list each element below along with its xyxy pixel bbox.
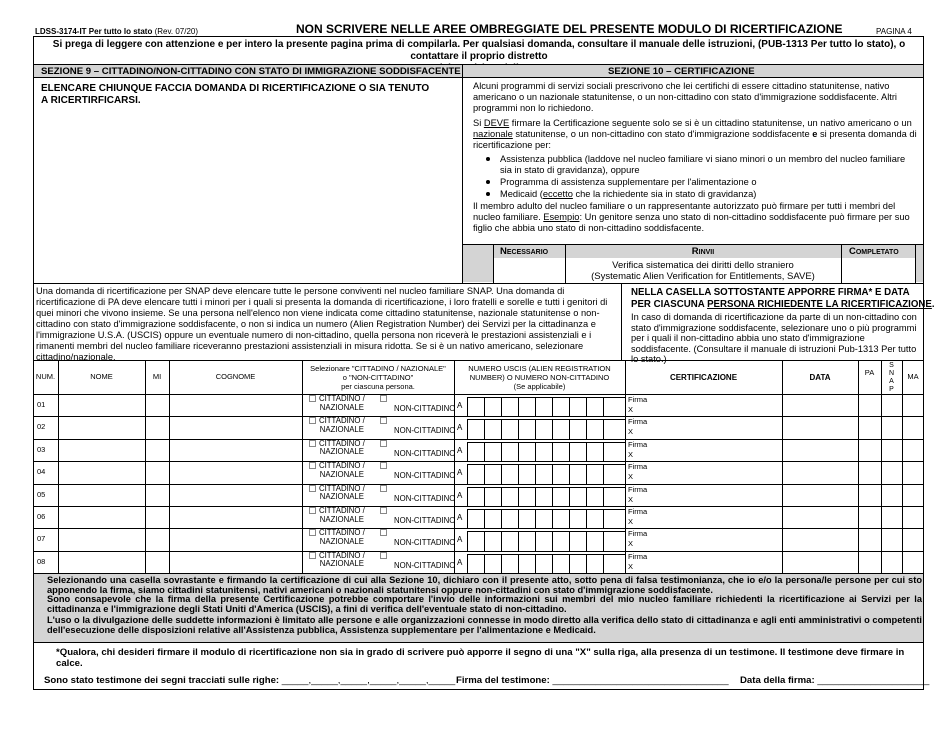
- alien-number-digit[interactable]: [552, 442, 569, 461]
- col-num: NUM.: [35, 372, 56, 381]
- alien-number-digit[interactable]: [569, 554, 586, 573]
- col-snap-letter: N: [888, 370, 895, 377]
- signature-label: Firma: [628, 484, 648, 494]
- date-field[interactable]: [782, 506, 858, 528]
- snap-checkbox[interactable]: [881, 394, 902, 416]
- non-citizen-checkbox[interactable]: [380, 462, 387, 469]
- date-field[interactable]: [782, 394, 858, 416]
- non-citizen-label: NON-CITTADINO: [394, 404, 456, 413]
- alien-number-digit[interactable]: [569, 464, 586, 483]
- alien-number-digit[interactable]: [586, 554, 603, 573]
- alien-number-digit[interactable]: [501, 442, 518, 461]
- col-select-3: per ciascuna persona.: [341, 382, 415, 391]
- col-cognome: COGNOME: [215, 372, 256, 381]
- signature-date-field[interactable]: _____________________: [817, 675, 930, 686]
- col-completato: Completato: [849, 246, 899, 257]
- snap-checkbox[interactable]: [881, 506, 902, 528]
- nome-field[interactable]: [58, 394, 145, 416]
- citizen-checkbox[interactable]: [309, 485, 316, 492]
- alien-number-digit[interactable]: [501, 397, 518, 416]
- pa-checkbox[interactable]: [858, 484, 881, 506]
- col-snap-letter: S: [889, 362, 894, 369]
- citizen-national-option[interactable]: CITTADINO / NAZIONALE: [309, 440, 365, 457]
- alien-number-digit[interactable]: [552, 419, 569, 438]
- snap-checkbox[interactable]: [881, 528, 902, 550]
- signature-field[interactable]: [628, 507, 647, 527]
- alien-number-digit[interactable]: [569, 487, 586, 506]
- signature-label: Firma: [628, 395, 648, 404]
- alien-number-prefix: A: [457, 423, 463, 433]
- pa-checkbox[interactable]: [858, 506, 881, 528]
- citizen-checkbox[interactable]: [309, 552, 316, 559]
- signature-field[interactable]: [628, 417, 647, 437]
- witness-signature: Firma del testimone: _________________________________: [456, 675, 729, 686]
- col-snap-letter: P: [889, 386, 894, 393]
- save-reference: Verifica sistematica dei diritti dello straniero (Systematic Alien Verification for Entitlements, SAVE): [591, 260, 815, 282]
- nome-field[interactable]: [58, 416, 145, 438]
- signature-label: Firma: [628, 462, 648, 472]
- nome-field[interactable]: [58, 461, 145, 483]
- alien-number-digit[interactable]: [518, 554, 535, 573]
- signature-field[interactable]: [628, 462, 647, 482]
- pa-checkbox[interactable]: [858, 461, 881, 483]
- alien-number-digit[interactable]: [484, 487, 501, 506]
- alien-number-digit[interactable]: [518, 531, 535, 550]
- row-number: 05: [37, 489, 46, 499]
- alien-number-digit[interactable]: [569, 397, 586, 416]
- alien-number-digit[interactable]: [603, 509, 620, 528]
- alien-number-digit[interactable]: [569, 419, 586, 438]
- alien-number-digit[interactable]: [586, 464, 603, 483]
- ma-checkbox[interactable]: [902, 551, 924, 573]
- snap-checkbox[interactable]: [881, 416, 902, 438]
- row-number: 02: [37, 422, 46, 432]
- alien-number-digit[interactable]: [552, 464, 569, 483]
- ma-checkbox[interactable]: [902, 528, 924, 550]
- col-ma: MA: [907, 372, 919, 381]
- signature-field[interactable]: [628, 440, 647, 460]
- col-uscis-3: (Se applicabile): [513, 382, 566, 391]
- col-select-1: Selezionare "CITTADINO / NAZIONALE": [310, 364, 446, 373]
- non-citizen-checkbox[interactable]: [380, 395, 387, 402]
- col-data: DATA: [809, 373, 831, 382]
- citizen-checkbox[interactable]: [309, 507, 316, 514]
- sign-box-title: NELLA CASELLA SOTTOSTANTE APPORRE FIRMA* E DATA PER CIASCUNA PERSONA RICHIEDENTE LA RICERTIFICAZIONE.: [631, 287, 935, 310]
- nome-field[interactable]: [58, 484, 145, 506]
- alien-number-digit[interactable]: [518, 464, 535, 483]
- shaded-area-notice: NON SCRIVERE NELLE AREE OMBREGGIATE DEL PRESENTE MODULO DI RICERTIFICAZIONE: [296, 22, 843, 36]
- mi-field[interactable]: [145, 461, 169, 483]
- cognome-field[interactable]: [169, 506, 302, 528]
- alien-number-digit[interactable]: [603, 554, 620, 573]
- signature-x-mark: X: [628, 561, 634, 571]
- alien-number-digit[interactable]: [603, 442, 620, 461]
- alien-number-prefix: A: [457, 490, 463, 500]
- bullet-public-assistance: Assistenza pubblica (laddove nel nucleo familiare vi siano minori o un membro del nucleo familiare sia in stato di gravidanza), oppure: [473, 154, 919, 176]
- date-field[interactable]: [782, 484, 858, 506]
- alien-number-digit[interactable]: [535, 442, 552, 461]
- col-mi: MI: [152, 372, 162, 381]
- alien-number-digit[interactable]: [484, 464, 501, 483]
- alien-number-digit[interactable]: [501, 464, 518, 483]
- section9-instruction: ELENCARE CHIUNQUE FACCIA DOMANDA DI RICERTIFICAZIONE O SIA TENUTO A RICERTIRFICARSI.: [41, 83, 430, 106]
- cognome-field[interactable]: [169, 528, 302, 550]
- signature-label: Firma: [628, 507, 648, 516]
- citizen-national-option[interactable]: CITTADINO / NAZIONALE: [309, 552, 365, 569]
- alien-number-digit[interactable]: [518, 509, 535, 528]
- witness-marks-field[interactable]: _____,_____,_____,_____,_____,_____: [281, 675, 456, 686]
- non-citizen-checkbox[interactable]: [380, 417, 387, 424]
- signature-date: Data della firma: _____________________: [740, 675, 930, 686]
- signature-x-mark: X: [628, 494, 634, 504]
- row-number: 08: [37, 556, 46, 566]
- declaration: Selezionando una casella sovrastante e firmando la certificazione di cui alla Sezione 10, dichiaro con il presente atto, sotto pena di falsa testimonianza, che io e/o la persona/le persone per cui sto apponendo la firma, siamo cittadini statunitensi, nativi americani o nazionali statunitensi oppure non-cittadini con stato d'immigrazione soddisfacente. Sono consapevole che la firma della presente Certificazione potrebbe comportare l'invio delle informazioni sui membri del mio nucleo familiare richiedenti la ricertificazione ai Servizi per la cittadinanza e l'immigrazione degli Stati Uniti d'America (USCIS), a fini di verifica dell'eventuale stato di non-cittadino. L'uso o la divulgazione delle suddette informazioni è limitato alle persone e alle organizzazioni connesse in modo diretto alla verifica dello stato di cittadinanza e agli enti amministrativi o competenti dell'esecuzione delle disposizioni relative all'Assistenza pubblica, Assistenza supplementare per l'alimentazione e Medicaid.: [47, 575, 922, 635]
- citizen-national-option[interactable]: CITTADINO / NAZIONALE: [309, 507, 365, 524]
- alien-number-digit[interactable]: [484, 509, 501, 528]
- pa-checkbox[interactable]: [858, 528, 881, 550]
- pa-checkbox[interactable]: [858, 394, 881, 416]
- col-select-2: o "NON-CITTADINO": [342, 373, 414, 382]
- alien-number-digit[interactable]: [535, 419, 552, 438]
- citizen-checkbox[interactable]: [309, 395, 316, 402]
- citizen-checkbox[interactable]: [309, 529, 316, 536]
- citizen-national-option[interactable]: CITTADINO / NAZIONALE: [309, 462, 365, 479]
- nome-field[interactable]: [58, 528, 145, 550]
- alien-number-digit[interactable]: [467, 531, 484, 550]
- alien-number-digit[interactable]: [586, 509, 603, 528]
- form-code: LDSS-3174-IT Per tutto lo stato (Rev. 07/20): [35, 27, 199, 36]
- col-necessario: Necessario: [500, 246, 549, 257]
- alien-number-digit[interactable]: [484, 419, 501, 438]
- alien-number-digit[interactable]: [467, 464, 484, 483]
- intro-text: Si prega di leggere con attenzione e per intero la presente pagina prima di compilarla. Per qualsiasi domanda, consultare il manuale delle istruzioni, (PUB-1313 Per tutto lo stato), o contattare il proprio distretto: [52, 39, 906, 62]
- signature-label: Firma: [628, 529, 648, 539]
- non-citizen-checkbox[interactable]: [380, 529, 387, 536]
- ma-checkbox[interactable]: [902, 394, 924, 416]
- alien-number-digit[interactable]: [518, 442, 535, 461]
- alien-number-digit[interactable]: [569, 509, 586, 528]
- citizen-checkbox[interactable]: [309, 417, 316, 424]
- signature-x-mark: X: [628, 517, 634, 526]
- col-nome: NOME: [90, 372, 113, 381]
- alien-number-digit[interactable]: [467, 509, 484, 528]
- citizen-checkbox[interactable]: [309, 462, 316, 469]
- alien-number-digit[interactable]: [552, 554, 569, 573]
- alien-number-digit[interactable]: [535, 397, 552, 416]
- signature-field[interactable]: [628, 485, 647, 505]
- ma-checkbox[interactable]: [902, 484, 924, 506]
- signature-field[interactable]: [628, 529, 647, 549]
- section9-title: SEZIONE 9 – CITTADINO/NON-CITTADINO CON STATO DI IMMIGRAZIONE SODDISFACENTE: [41, 66, 461, 77]
- citizen-national-option[interactable]: CITTADINO / NAZIONALE: [309, 395, 365, 412]
- pa-checkbox[interactable]: [858, 551, 881, 573]
- alien-number-digit[interactable]: [501, 419, 518, 438]
- alien-number-digit[interactable]: [484, 442, 501, 461]
- section10-body: Alcuni programmi di servizi sociali prescrivono che lei certifichi di essere cittadino statunitense, nativo americano o un nazionale statunitense, o un non-cittadino con stato d'immigrazione soddisfacente. Altri programmi non lo richiedono. Si DEVE firmare la Certificazione seguente solo se si è un cittadino statunitense, un nativo americano o un nazionale statunitense, o un non-cittadino con stato d'immigrazione soddisfacente e si presenta domanda di ricertificazione per: Assistenza pubblica (laddove nel nucleo familiare vi siano minori o un membro del nucleo familiare sia in stato di gravidanza), oppure Programma di assistenza supplementare per l'alimentazione o Medicaid (eccetto che la richiedente sia in stato di gravidanza) Il membro adulto del nucleo familiare o un rappresentante autorizzato può firmare per tutti i membri del nucleo familiare. Esempio: Un genitore senza uno stato di non-cittadino soddisfacente può firmare per suo figlio che abbia uno stato di non-cittadino soddisfacente.: [473, 81, 919, 234]
- row-number: 01: [37, 400, 46, 409]
- citizen-national-option[interactable]: CITTADINO / NAZIONALE: [309, 529, 365, 546]
- date-field[interactable]: [782, 551, 858, 573]
- alien-number-prefix: A: [457, 535, 463, 545]
- date-field[interactable]: [782, 461, 858, 483]
- alien-number-digit[interactable]: [586, 442, 603, 461]
- row-number: 06: [37, 512, 46, 521]
- alien-number-digit[interactable]: [501, 487, 518, 506]
- witness-note: *Qualora, chi desideri firmare il modulo di ricertificazione non sia in grado di scrivere può apporre il segno di una "X" sulla riga, alla presenza di un testimone. Il testimone deve firmare in calce.: [56, 647, 905, 670]
- non-citizen-checkbox[interactable]: [380, 507, 387, 514]
- mi-field[interactable]: [145, 551, 169, 573]
- alien-number-digit[interactable]: [603, 419, 620, 438]
- non-citizen-checkbox[interactable]: [380, 485, 387, 492]
- witness-row: Sono stato testimone dei segni tracciati sulle righe: _____,_____,_____,_____,_____,_____: [44, 675, 456, 686]
- col-pa: PA: [864, 368, 875, 377]
- non-citizen-checkbox[interactable]: [380, 440, 387, 447]
- snap-checkbox[interactable]: [881, 551, 902, 573]
- alien-number-digit[interactable]: [467, 419, 484, 438]
- nome-field[interactable]: [58, 551, 145, 573]
- nome-field[interactable]: [58, 506, 145, 528]
- alien-number-digit[interactable]: [535, 509, 552, 528]
- ma-checkbox[interactable]: [902, 439, 924, 461]
- snap-checkbox[interactable]: [881, 461, 902, 483]
- citizen-national-option[interactable]: CITTADINO / NAZIONALE: [309, 417, 365, 434]
- mi-field[interactable]: [145, 439, 169, 461]
- col-snap-letter: A: [889, 378, 894, 385]
- row-number: 04: [37, 467, 46, 477]
- row-number: 07: [37, 534, 46, 544]
- alien-number-prefix: A: [457, 401, 463, 410]
- cognome-field[interactable]: [169, 484, 302, 506]
- pa-checkbox[interactable]: [858, 416, 881, 438]
- witness-signature-field[interactable]: _________________________________: [552, 675, 729, 686]
- non-citizen-label: NON-CITTADINO: [394, 516, 456, 525]
- signature-x-mark: X: [628, 449, 634, 459]
- non-citizen-label: NON-CITTADINO: [394, 471, 456, 481]
- alien-number-prefix: A: [457, 557, 463, 567]
- mi-field[interactable]: [145, 506, 169, 528]
- snap-checkbox[interactable]: [881, 439, 902, 461]
- col-rinvii: Rinvii: [691, 246, 715, 257]
- cognome-field[interactable]: [169, 394, 302, 416]
- non-citizen-checkbox[interactable]: [380, 552, 387, 559]
- alien-number-digit[interactable]: [518, 487, 535, 506]
- alien-number-digit[interactable]: [552, 531, 569, 550]
- section10-title: SEZIONE 10 – CERTIFICAZIONE: [608, 66, 755, 77]
- signature-field[interactable]: [628, 395, 647, 415]
- cognome-field[interactable]: [169, 551, 302, 573]
- pa-checkbox[interactable]: [858, 439, 881, 461]
- alien-number-digit[interactable]: [467, 554, 484, 573]
- non-citizen-label: NON-CITTADINO: [394, 538, 456, 548]
- alien-number-digit[interactable]: [501, 531, 518, 550]
- row-number: 03: [37, 444, 46, 454]
- alien-number-digit[interactable]: [467, 397, 484, 416]
- alien-number-digit[interactable]: [603, 464, 620, 483]
- alien-number-prefix: A: [457, 513, 463, 522]
- ma-checkbox[interactable]: [902, 416, 924, 438]
- alien-number-digit[interactable]: [603, 487, 620, 506]
- snap-note: Una domanda di ricertificazione per SNAP deve elencare tutte le persone conviventi nel nucleo familiare SNAP. Una domanda di ricertificazione di PA deve elencare tutti i minori per i quali si presenta la domanda di ricertificazione, i loro fratelli e sorelle e tutti i genitori di quei minori che vivono insieme. Se una persona nell'elenco non viene indicata come cittadino statunitense, nazionale statunitense o non-cittadino con stato d'immigrazione soddisfacente, o non si indica un numero (Alien Registration Number) dei Servizi per la cittadinanza e l'immigrazione U.S.A. (USCIS) oppure un eventuale numero di non-cittadino, quella persona non riceverà le prestazioni assistenziali e i rimanenti membri del nucleo familiare riceveranno prestazioni assistenziali in misura ridotta. Se si è un nativo americano, selezionare cittadino/nazionale.: [36, 286, 608, 362]
- alien-number-digit[interactable]: [586, 397, 603, 416]
- alien-number-digit[interactable]: [535, 531, 552, 550]
- citizen-national-option[interactable]: CITTADINO / NAZIONALE: [309, 485, 365, 502]
- alien-number-digit[interactable]: [603, 397, 620, 416]
- date-field[interactable]: [782, 528, 858, 550]
- signature-x-mark: X: [628, 539, 634, 549]
- alien-number-digit[interactable]: [484, 531, 501, 550]
- sign-box-text: In caso di domanda di ricertificazione da parte di un non-cittadino con stato d'immigrazione soddisfacente, selezionare uno o più programmi per i quali il non-cittadino abbia uno stato d'immigrazione soddisfacente. (Consultare il manuale di istruzioni Pub-1313 Per tutto lo stato.): [631, 312, 917, 364]
- alien-number-digit[interactable]: [569, 531, 586, 550]
- mi-field[interactable]: [145, 484, 169, 506]
- signature-label: Firma: [628, 439, 648, 449]
- alien-number-digit[interactable]: [552, 509, 569, 528]
- bullet-snap: Programma di assistenza supplementare per l'alimentazione o: [473, 177, 919, 188]
- ma-checkbox[interactable]: [902, 506, 924, 528]
- citizen-checkbox[interactable]: [309, 440, 316, 447]
- alien-number-digit[interactable]: [552, 397, 569, 416]
- alien-number-digit[interactable]: [586, 531, 603, 550]
- col-uscis-1: NUMERO USCIS (ALIEN REGISTRATION: [468, 364, 611, 373]
- non-citizen-label: NON-CITTADINO: [394, 426, 456, 436]
- mi-field[interactable]: [145, 394, 169, 416]
- alien-number-digit[interactable]: [501, 554, 518, 573]
- alien-number-digit[interactable]: [552, 487, 569, 506]
- date-field[interactable]: [782, 416, 858, 438]
- non-citizen-label: NON-CITTADINO: [394, 448, 456, 458]
- snap-checkbox[interactable]: [881, 484, 902, 506]
- alien-number-digit[interactable]: [603, 531, 620, 550]
- mi-field[interactable]: [145, 528, 169, 550]
- cognome-field[interactable]: [169, 461, 302, 483]
- signature-label: Firma: [628, 417, 648, 427]
- col-certificazione: CERTIFICAZIONE: [669, 373, 738, 382]
- signature-x-mark: X: [628, 405, 634, 414]
- alien-number-prefix: A: [457, 468, 463, 478]
- alien-number-digit[interactable]: [518, 419, 535, 438]
- alien-number-digit[interactable]: [484, 397, 501, 416]
- alien-number-digit[interactable]: [501, 509, 518, 528]
- alien-number-digit[interactable]: [569, 442, 586, 461]
- alien-number-digit[interactable]: [467, 442, 484, 461]
- col-uscis-2: NUMBER) O NUMERO NON-CITTADINO: [469, 373, 610, 382]
- alien-number-digit[interactable]: [535, 487, 552, 506]
- alien-number-prefix: A: [457, 445, 463, 455]
- ma-checkbox[interactable]: [902, 461, 924, 483]
- non-citizen-label: NON-CITTADINO: [394, 493, 456, 503]
- non-citizen-label: NON-CITTADINO: [394, 560, 456, 570]
- mi-field[interactable]: [145, 416, 169, 438]
- bullet-medicaid: Medicaid (eccetto che la richiedente sia in stato di gravidanza): [473, 189, 919, 200]
- signature-x-mark: X: [628, 472, 634, 482]
- signature-label: Firma: [628, 551, 648, 561]
- alien-number-digit[interactable]: [535, 464, 552, 483]
- cognome-field[interactable]: [169, 439, 302, 461]
- nome-field[interactable]: [58, 439, 145, 461]
- alien-number-digit[interactable]: [586, 419, 603, 438]
- signature-field[interactable]: [628, 552, 647, 572]
- alien-number-digit[interactable]: [467, 487, 484, 506]
- alien-number-digit[interactable]: [586, 487, 603, 506]
- alien-number-digit[interactable]: [518, 397, 535, 416]
- cognome-field[interactable]: [169, 416, 302, 438]
- alien-number-digit[interactable]: [484, 554, 501, 573]
- date-field[interactable]: [782, 439, 858, 461]
- page-number: PAGINA 4: [876, 27, 912, 36]
- alien-number-digit[interactable]: [535, 554, 552, 573]
- signature-x-mark: X: [628, 427, 634, 437]
